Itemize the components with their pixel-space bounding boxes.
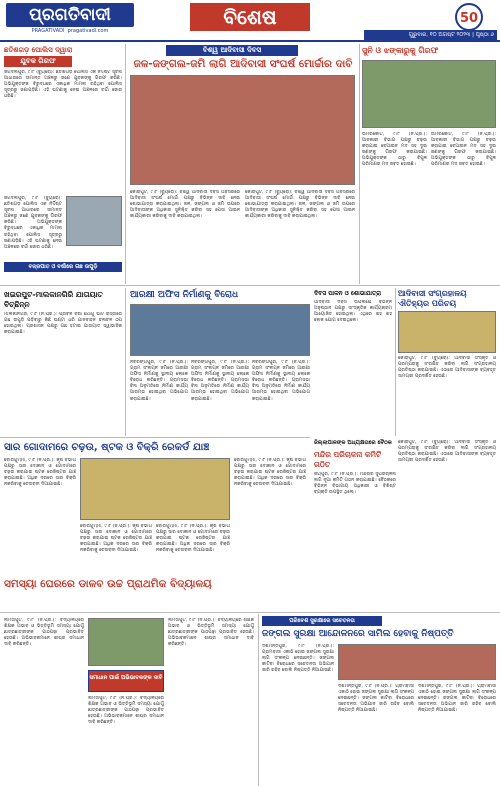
story-body-continued: ଜଗଦଲପୁର, ୯।୮ (ବ୍ୟୁରୋ): ଛତିଶଗଡ଼ ପୋଲିସ ଏକ ନିର୍ଦ୍ଦିଷ୍ଟ ସୂଚନା ଆଧାରରେ ସୀମାନ୍ତ ଅଞ୍ଚଳରୁ ଜଣେ ଯୁବକଙ୍କୁ ଗିରଫ କରିଛି। ଅଭିଯୁକ୍ତଙ୍କ ବିରୁଦ୍ଧରେ ଏକାଧିକ ମାମଲା ରହିଥିବା ପୋଲିସ ସୂତ୍ରରୁ ଜଣାପଡ଼ିଛି। ଏହି ଘଟଣାକୁ ନେଇ ଅଞ୍ଚଳରେ ଚର୍ଚ୍ଚା ଜୋର ଧରିଛି। xyxy=(4,196,62,250)
fertilizer-body-col1: ବୋରିଗୁମ୍ମା, ୯।୮ (ନି.ପ୍ର.): କୃଷି ବିଭାଗ ପକ୍ଷରୁ ସାର ଦୋକାନ ଓ ଗୋଦାମରେ ଚଢ଼ଉ କରାଯାଇ ଷ୍ଟକ ରେଜିଷ୍ଟର ଯାଞ୍ଚ କରାଯାଇଛି। ଅଧିକ ଦରରେ ସାର ବିକ୍ରି ନକରିବାକୁ ଚେତାବନୀ ଦିଆଯାଇଛି। xyxy=(4,458,76,488)
main-banner: ବିଶ୍ୱ ଆଦିବାସୀ ଦିବସ xyxy=(166,45,298,56)
office-body-col2: ନବରଙ୍ଗପୁର, ୯।୮ (ନି.ପ୍ର.): ଗ୍ରାମ ସଂଲଗ୍ନ ଜମିରେ ଆରକ୍ଷୀ ଅଫିସ ନିର୍ମାଣକୁ ସ୍ଥାନୀୟ ଲୋକେ ବିରୋଧ କରିଛନ୍ତି। ଗ୍ରାମସଭା ବିନା ଅନୁମତିରେ ନିର୍ମାଣ କାର୍ଯ୍ୟ ଆରମ୍ଭ ହୋଇଥିବା ଅଭିଯୋଗ କରାଯାଇଛି। xyxy=(191,360,249,402)
story-photo xyxy=(66,196,122,246)
museum-body-continued: କୋରାପୁଟ, ୯।୮ (ବ୍ୟୁରୋ): ଆଦିବାସୀ ସଂସ୍କୃତି ଓ ପରମ୍ପରାକୁ ସଂରକ୍ଷିତ କରିବା ଲାଗି ସଂଗ୍ରହାଳୟ ପ୍ରତିଷ୍ଠା କରାଯାଇଛି। ଏଠାରେ ଆଦିବାସୀଙ୍କ ବ୍ୟବହୃତ ସାମଗ୍ରୀ ପ୍ରଦର୍ଶିତ ହେଉଛି। xyxy=(398,440,496,464)
committee-kicker: ଜିଲ୍ଲାପାଳଙ୍କ ଅଧ୍ୟକ୍ଷତାରେ ବୈଠକ xyxy=(314,440,392,446)
row-divider xyxy=(0,285,500,286)
school-body-col2: ଲମତାପୁଟ, ୯।୮ (ନି.ପ୍ର.): ବିଦ୍ୟାଳୟରେ ଶିକ୍ଷକ ଅଭାବ ଓ ଭିତ୍ତିଭୂମି ସମସ୍ୟା ଯୋଗୁଁ ଛାତ୍ରଛାତ୍ରୀଙ୍କ ପାଠପଢ଼ା ପ୍ରଭାବିତ ହେଉଛି। ଅଭିଭାବକମାନେ ଶୀଘ୍ର ସମାଧାନ ଦାବି କରିଛନ୍ତି। xyxy=(88,696,164,726)
fertilizer-headline: ସାର ଗୋଦାମରେ ଚଢ଼ଉ, ଷ୍ଟକ ଓ ବିକ୍ରି ରେକର୍ଡ ଯାଞ୍ଚ xyxy=(4,442,210,453)
story-kicker-box: ବଜ୍ରପାତ ଓ ବର୍ଷାରେ ଗଛ ଉପୁଡ଼ି xyxy=(4,262,122,272)
story-headline: ଯୁବକ ଗିରଫ xyxy=(4,56,72,67)
story-kicker: ଛତିଶଗଡ଼ ପୋଲିସ ଦ୍ୱାରା xyxy=(4,46,73,54)
newspaper-logo: ପ୍ରଗତିବାଦୀ xyxy=(6,3,134,27)
center-body: ଆଦିବାସୀ ଦିବସ ଉପଲକ୍ଷେ ବିଭିନ୍ନ ଅନୁଷ୍ଠାନ ପକ୍ଷରୁ ସାଂସ୍କୃତିକ କାର୍ଯ୍ୟକ୍ରମ ଆୟୋଜିତ ହୋଇଥିଲା। ଏଥିରେ ଶହ ଶହ ଲୋକ ଯୋଗ ଦେଇଥିଲେ। xyxy=(314,300,392,324)
school-headline: ସମସ୍ୟା ଘେରରେ ଡାଳବ ଉଚ୍ଚ ପ୍ରାଥମିକ ବିଦ୍ୟାଳୟ xyxy=(4,578,212,590)
center-headline: ଦିବସ ପାଳନ ଓ ଶୋଭାଯାତ୍ରା xyxy=(314,290,382,297)
section-title: ବିଶେଷ xyxy=(190,3,310,31)
forest-photo xyxy=(338,644,496,680)
forest-headline: ଜଙ୍ଗଲ ସୁରକ୍ଷା ଆନ୍ଦୋଳନରେ ସାମିଲ ହେବାକୁ ନିଷ୍ପତ୍ତି xyxy=(262,629,454,639)
forest-body-col2: ଦଶମନ୍ତପୁର, ୯।୮ (ନି.ପ୍ର.): ଗ୍ରାମବାସୀ ଏକାଠି ହୋଇ ଜଙ୍ଗଲ ସୁରକ୍ଷା ଲାଗି ସଂକଳ୍ପ ନେଇଛନ୍ତି। ଜଙ୍ଗଲ କାଟିବା ବିରୋଧରେ ସଚେତନତା ଅଭିଯାନ ଜାରି ରହିବ ବୋଲି ନିଷ୍ପତ୍ତି ନିଆଯାଇଛି। xyxy=(338,684,414,714)
logo-subtitle: PRAGATIVADI pragativadi.com xyxy=(31,28,109,34)
fertilizer-body-col2: ବୋରିଗୁମ୍ମା, ୯।୮ (ନି.ପ୍ର.): କୃଷି ବିଭାଗ ପକ୍ଷରୁ ସାର ଦୋକାନ ଓ ଗୋଦାମରେ ଚଢ଼ଉ କରାଯାଇ ଷ୍ଟକ ରେଜିଷ୍ଟର ଯାଞ୍ଚ କରାଯାଇଛି। ଅଧିକ ଦରରେ ସାର ବିକ୍ରି ନକରିବାକୁ ଚେତାବନୀ ଦିଆଯାଇଛି। xyxy=(80,524,152,554)
row-divider xyxy=(0,612,500,613)
anniversary-badge xyxy=(446,2,492,32)
museum-photo xyxy=(398,311,496,353)
main-photo xyxy=(130,75,355,185)
office-body-col1: ନବରଙ୍ଗପୁର, ୯।୮ (ନି.ପ୍ର.): ଗ୍ରାମ ସଂଲଗ୍ନ ଜମିରେ ଆରକ୍ଷୀ ଅଫିସ ନିର୍ମାଣକୁ ସ୍ଥାନୀୟ ଲୋକେ ବିରୋଧ କରିଛନ୍ତି। ଗ୍ରାମସଭା ବିନା ଅନୁମତିରେ ନିର୍ମାଣ କାର୍ଯ୍ୟ ଆରମ୍ଭ ହୋଇଥିବା ଅଭିଯୋଗ କରାଯାଇଛି। xyxy=(130,360,188,402)
story-headline: ଖଇରପୁଟ-ମାଲକାନଗିରି ଯାତାୟାତ ବିଚ୍ଛିନ୍ନ xyxy=(4,290,103,309)
main-body-col1: କୋରାପୁଟ, ୯।୮ (ବ୍ୟୁରୋ): ବିଶ୍ୱ ଆଦିବାସୀ ଦିବସ ଅବସରରେ ଆଦିବାସୀ ସଂଘର୍ଷ ମୋର୍ଚ୍ଚା ପକ୍ଷରୁ ବିଭିନ୍ନ ଦାବି ନେଇ ଶୋଭାଯାତ୍ରା କରାଯାଇଥିଲା। ଜଳ, ଜଙ୍ଗଲ ଓ ଜମି ଉପରେ ଆଦିବାସୀଙ୍କ ଅଧିକାର ସୁନିଶ୍ଚିତ କରିବା ସହ ପେସା ଆଇନ କାର୍ଯ୍ୟକାରୀ କରିବାକୁ ଦାବି କରାଯାଇଥିଲା। xyxy=(130,190,240,220)
right-body-col2: ଉମରକୋଟ, ୯।୮ (ନି.ପ୍ର.): ଆବକାରୀ ବିଭାଗ ପକ୍ଷରୁ ଚଢ଼ଉ କରାଯାଇ ବେଆଇନ ମଦ ସହ ଦୁଇ ଜଣଙ୍କୁ ଗିରଫ କରାଯାଇଛି। ଅଭିଯୁକ୍ତଙ୍କ ଠାରୁ ବିପୁଳ ପରିମାଣର ମଦ ଜବତ ହୋଇଛି। xyxy=(431,132,496,168)
right-body-col1: ଉମରକୋଟ, ୯।୮ (ନି.ପ୍ର.): ଆବକାରୀ ବିଭାଗ ପକ୍ଷରୁ ଚଢ଼ଉ କରାଯାଇ ବେଆଇନ ମଦ ସହ ଦୁଇ ଜଣଙ୍କୁ ଗିରଫ କରାଯାଇଛି। ଅଭିଯୁକ୍ତଙ୍କ ଠାରୁ ବିପୁଳ ପରିମାଣର ମଦ ଜବତ ହୋଇଛି। xyxy=(362,132,427,168)
dateline: ଗୁରୁବାର, ୧୦ ଅଗଷ୍ଟ ୨୦୨୩ | ପୃଷ୍ଠା ୬ xyxy=(364,30,497,40)
committee-headline: ମନ୍ଦିର ପରିଚାଳନା କମିଟି ଗଠିତ xyxy=(314,450,382,469)
school-note-box: ସମାଧାନ ପାଇଁ ଅଭିଭାବକଙ୍କ ଦାବି xyxy=(88,670,164,692)
column-divider xyxy=(359,44,360,284)
office-body-col3: ନବରଙ୍ଗପୁର, ୯।୮ (ନି.ପ୍ର.): ଗ୍ରାମ ସଂଲଗ୍ନ ଜମିରେ ଆରକ୍ଷୀ ଅଫିସ ନିର୍ମାଣକୁ ସ୍ଥାନୀୟ ଲୋକେ ବିରୋଧ କରିଛନ୍ତି। ଗ୍ରାମସଭା ବିନା ଅନୁମତିରେ ନିର୍ମାଣ କାର୍ଯ୍ୟ ଆରମ୍ଭ ହୋଇଥିବା ଅଭିଯୋଗ କରାଯାଇଛି। xyxy=(252,360,310,402)
main-headline: ଜଳ-ଜଙ୍ଗଲ-ଜମି ଲାଗି ଆଦିବାସୀ ସଂଘର୍ଷ ମୋର୍ଚ୍ଚାର ଦାବି xyxy=(133,58,353,70)
forest-body-col1: ଦଶମନ୍ତପୁର, ୯।୮ (ନି.ପ୍ର.): ଗ୍ରାମବାସୀ ଏକାଠି ହୋଇ ଜଙ୍ଗଲ ସୁରକ୍ଷା ଲାଗି ସଂକଳ୍ପ ନେଇଛନ୍ତି। ଜଙ୍ଗଲ କାଟିବା ବିରୋଧରେ ସଚେତନତା ଅଭିଯାନ ଜାରି ରହିବ ବୋଲି ନିଷ୍ପତ୍ତି ନିଆଯାଇଛି। xyxy=(262,644,334,674)
fertilizer-body-col3: ବୋରିଗୁମ୍ମା, ୯।୮ (ନି.ପ୍ର.): କୃଷି ବିଭାଗ ପକ୍ଷରୁ ସାର ଦୋକାନ ଓ ଗୋଦାମରେ ଚଢ଼ଉ କରାଯାଇ ଷ୍ଟକ ରେଜିଷ୍ଟର ଯାଞ୍ଚ କରାଯାଇଛି। ଅଧିକ ଦରରେ ସାର ବିକ୍ରି ନକରିବାକୁ ଚେତାବନୀ ଦିଆଯାଇଛି। xyxy=(156,524,230,554)
column-divider xyxy=(258,614,259,786)
committee-body: ଜୟପୁର, ୯।୮ (ନି.ପ୍ର.): ମନ୍ଦିରର ସୁପରିଚାଳନା ଲାଗି ନୂଆ କମିଟି ଗଠନ କରାଯାଇଛି। ବୈଠକରେ ବିଭିନ୍ନ ବିଭାଗୀୟ ଅଧିକାରୀ ଓ ବିଶିଷ୍ଟ ବ୍ୟକ୍ତି ଉପସ୍ଥିତ ଥିଲେ। xyxy=(314,472,396,496)
fertilizer-photo xyxy=(80,458,230,520)
school-photo xyxy=(88,618,164,666)
office-photo xyxy=(130,304,310,356)
museum-body: କୋରାପୁଟ, ୯।୮ (ବ୍ୟୁରୋ): ଆଦିବାସୀ ସଂସ୍କୃତି ଓ ପରମ୍ପରାକୁ ସଂରକ୍ଷିତ କରିବା ଲାଗି ସଂଗ୍ରହାଳୟ ପ୍ରତିଷ୍ଠା କରାଯାଇଛି। ଏଠାରେ ଆଦିବାସୀଙ୍କ ବ୍ୟବହୃତ ସାମଗ୍ରୀ ପ୍ରଦର୍ଶିତ ହେଉଛି। xyxy=(398,356,496,380)
column-divider xyxy=(125,44,126,284)
forest-body-col3: ଦଶମନ୍ତପୁର, ୯।୮ (ନି.ପ୍ର.): ଗ୍ରାମବାସୀ ଏକାଠି ହୋଇ ଜଙ୍ଗଲ ସୁରକ୍ଷା ଲାଗି ସଂକଳ୍ପ ନେଇଛନ୍ତି। ଜଙ୍ଗଲ କାଟିବା ବିରୋଧରେ ସଚେତନତା ଅଭିଯାନ ଜାରି ରହିବ ବୋଲି ନିଷ୍ପତ୍ତି ନିଆଯାଇଛି। xyxy=(418,684,496,714)
story-body: ମାଲକାନଗିରି, ୯।୮ (ନି.ପ୍ର.): ପ୍ରବଳ ବର୍ଷା ଯୋଗୁଁ ଘାଟି ରାସ୍ତାରେ ଗଛ ଉପୁଡ଼ି ପଡ଼ିବାରୁ କିଛି ଘଣ୍ଟା ଧରି ଯାନବାହନ ଚଳାଚଳ ଠପ୍ ହୋଇଥିଲା। ପ୍ରଶାସନ ପକ୍ଷରୁ ଗଛ ହଟାଇ ଯାତାୟାତ ସ୍ୱାଭାବିକ କରାଯାଇଛି। xyxy=(4,312,122,336)
svg-text:50: 50 xyxy=(459,11,479,26)
forest-kicker: ପରିବେଶ ସୁରକ୍ଷାରେ ସଚେତନତା xyxy=(262,616,382,626)
school-body-col3: ଲମତାପୁଟ, ୯।୮ (ନି.ପ୍ର.): ବିଦ୍ୟାଳୟରେ ଶିକ୍ଷକ ଅଭାବ ଓ ଭିତ୍ତିଭୂମି ସମସ୍ୟା ଯୋଗୁଁ ଛାତ୍ରଛାତ୍ରୀଙ୍କ ପାଠପଢ଼ା ପ୍ରଭାବିତ ହେଉଛି। ଅଭିଭାବକମାନେ ଶୀଘ୍ର ସମାଧାନ ଦାବି କରିଛନ୍ତି। xyxy=(168,618,254,648)
school-body-col1: ଲମତାପୁଟ, ୯।୮ (ନି.ପ୍ର.): ବିଦ୍ୟାଳୟରେ ଶିକ୍ଷକ ଅଭାବ ଓ ଭିତ୍ତିଭୂମି ସମସ୍ୟା ଯୋଗୁଁ ଛାତ୍ରଛାତ୍ରୀଙ୍କ ପାଠପଢ଼ା ପ୍ରଭାବିତ ହେଉଛି। ଅଭିଭାବକମାନେ ଶୀଘ୍ର ସମାଧାନ ଦାବି କରିଛନ୍ତି। xyxy=(4,618,84,648)
right-headline: ସୁନି ଓ ଝଙ୍କାରୁକୁ ଗିରଫ xyxy=(362,46,439,55)
column-divider xyxy=(395,288,396,436)
fertilizer-body-col4: ବୋରିଗୁମ୍ମା, ୯।୮ (ନି.ପ୍ର.): କୃଷି ବିଭାଗ ପକ୍ଷରୁ ସାର ଦୋକାନ ଓ ଗୋଦାମରେ ଚଢ଼ଉ କରାଯାଇ ଷ୍ଟକ ରେଜିଷ୍ଟର ଯାଞ୍ଚ କରାଯାଇଛି। ଅଧିକ ଦରରେ ସାର ବିକ୍ରି ନକରିବାକୁ ଚେତାବନୀ ଦିଆଯାଇଛି। xyxy=(234,458,306,488)
masthead-rule xyxy=(0,40,500,42)
main-body-col2: କୋରାପୁଟ, ୯।୮ (ବ୍ୟୁରୋ): ବିଶ୍ୱ ଆଦିବାସୀ ଦିବସ ଅବସରରେ ଆଦିବାସୀ ସଂଘର୍ଷ ମୋର୍ଚ୍ଚା ପକ୍ଷରୁ ବିଭିନ୍ନ ଦାବି ନେଇ ଶୋଭାଯାତ୍ରା କରାଯାଇଥିଲା। ଜଳ, ଜଙ୍ଗଲ ଓ ଜମି ଉପରେ ଆଦିବାସୀଙ୍କ ଅଧିକାର ସୁନିଶ୍ଚିତ କରିବା ସହ ପେସା ଆଇନ କାର୍ଯ୍ୟକାରୀ କରିବାକୁ ଦାବି କରାଯାଇଥିଲା। xyxy=(245,190,355,220)
museum-headline: ଆଦିବାସୀ ସଂଗ୍ରହାଳୟ ଐତିହ୍ୟର ପରିଚୟ xyxy=(398,289,467,308)
office-headline: ଆରକ୍ଷୀ ଅଫିସ ନିର୍ମାଣକୁ ବିରୋଧ xyxy=(130,290,239,300)
masthead xyxy=(0,0,500,38)
right-photo xyxy=(362,60,496,128)
story-body: ଜଗଦଲପୁର, ୯।୮ (ବ୍ୟୁରୋ): ଛତିଶଗଡ଼ ପୋଲିସ ଏକ ନିର୍ଦ୍ଦିଷ୍ଟ ସୂଚନା ଆଧାରରେ ସୀମାନ୍ତ ଅଞ୍ଚଳରୁ ଜଣେ ଯୁବକଙ୍କୁ ଗିରଫ କରିଛି। ଅଭିଯୁକ୍ତଙ୍କ ବିରୁଦ୍ଧରେ ଏକାଧିକ ମାମଲା ରହିଥିବା ପୋଲିସ ସୂତ୍ରରୁ ଜଣାପଡ଼ିଛି। ଏହି ଘଟଣାକୁ ନେଇ ଅଞ୍ଚଳରେ ଚର୍ଚ୍ଚା ଜୋର ଧରିଛି। xyxy=(4,70,122,100)
column-divider xyxy=(125,288,126,436)
row-divider xyxy=(0,437,310,438)
